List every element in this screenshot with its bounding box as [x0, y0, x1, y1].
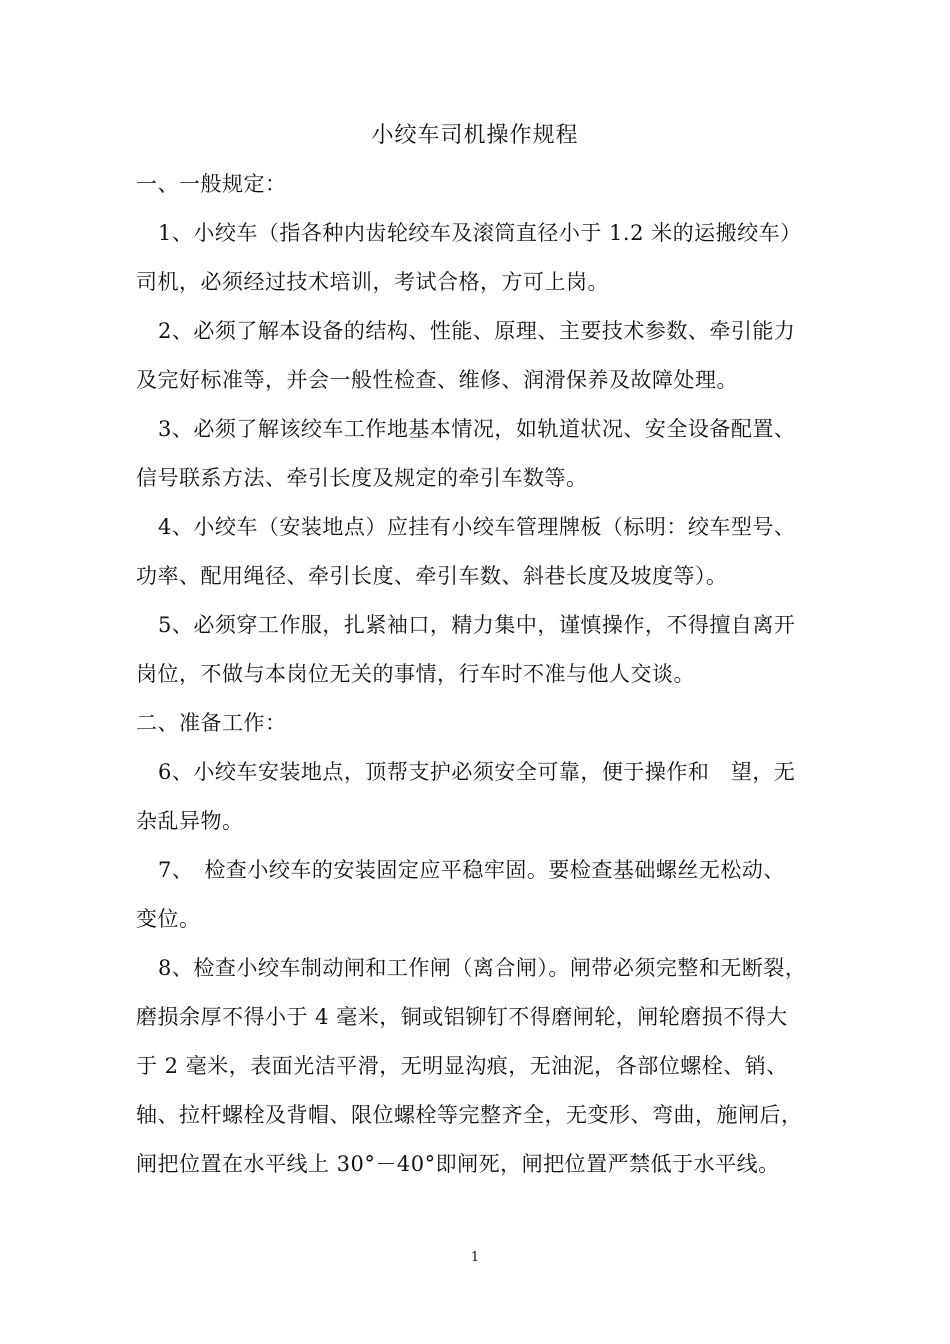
- paragraph-line: 7、 检查小绞车的安装固定应平稳牢固。要检查基础螺丝无松动、: [158, 858, 785, 882]
- paragraph-line: 3、必须了解该绞车工作地基本情况，如轨道状况、安全设备配置、: [158, 417, 796, 441]
- paragraph-line: 功率、配用绳径、牵引长度、牵引车数、斜巷长度及坡度等）。: [136, 564, 728, 588]
- section-heading-general: 一、一般规定：: [136, 172, 287, 196]
- paragraph-line: 变位。: [136, 907, 201, 931]
- paragraph-line: 1、小绞车（指各种内齿轮绞车及滚筒直径小于 1.2 米的运搬绞车）: [158, 221, 802, 245]
- paragraph-line: 6、小绞车安装地点，顶帮支护必须安全可靠，便于操作和 望，无: [158, 760, 796, 784]
- page-number: 1: [470, 1250, 480, 1265]
- paragraph-line: 2、必须了解本设备的结构、性能、原理、主要技术参数、牵引能力: [158, 319, 796, 343]
- paragraph-line: 8、检查小绞车制动闸和工作闸（离合闸）。闸带必须完整和无断裂，: [158, 956, 807, 980]
- paragraph-line: 5、必须穿工作服，扎紧袖口，精力集中，谨慎操作，不得擅自离开: [158, 613, 796, 637]
- paragraph-line: 岗位，不做与本岗位无关的事情，行车时不准与他人交谈。: [136, 662, 695, 686]
- paragraph-line: 于 2 毫米，表面光洁平滑，无明显沟痕，无油泥，各部位螺栓、销、: [136, 1054, 788, 1078]
- section-heading-preparation: 二、准备工作：: [136, 711, 287, 735]
- paragraph-line: 磨损余厚不得小于 4 毫米，铜或铝铆钉不得磨闸轮，闸轮磨损不得大: [136, 1005, 788, 1029]
- paragraph-line: 轴、拉杆螺栓及背帽、限位螺栓等完整齐全，无变形、弯曲，施闸后，: [136, 1103, 803, 1127]
- paragraph-line: 4、小绞车（安装地点）应挂有小绞车管理牌板（标明：绞车型号、: [158, 515, 796, 539]
- paragraph-line: 闸把位置在水平线上 30°－40°即闸死，闸把位置严禁低于水平线。: [136, 1152, 780, 1176]
- paragraph-line: 及完好标准等，并会一般性检查、维修、润滑保养及故障处理。: [136, 368, 738, 392]
- paragraph-line: 司机，必须经过技术培训，考试合格，方可上岗。: [136, 270, 609, 294]
- document-title: 小绞车司机操作规程: [371, 123, 579, 148]
- paragraph-line: 杂乱异物。: [136, 809, 244, 833]
- paragraph-line: 信号联系方法、牵引长度及规定的牵引车数等。: [136, 466, 588, 490]
- document-body: [136, 160, 814, 1189]
